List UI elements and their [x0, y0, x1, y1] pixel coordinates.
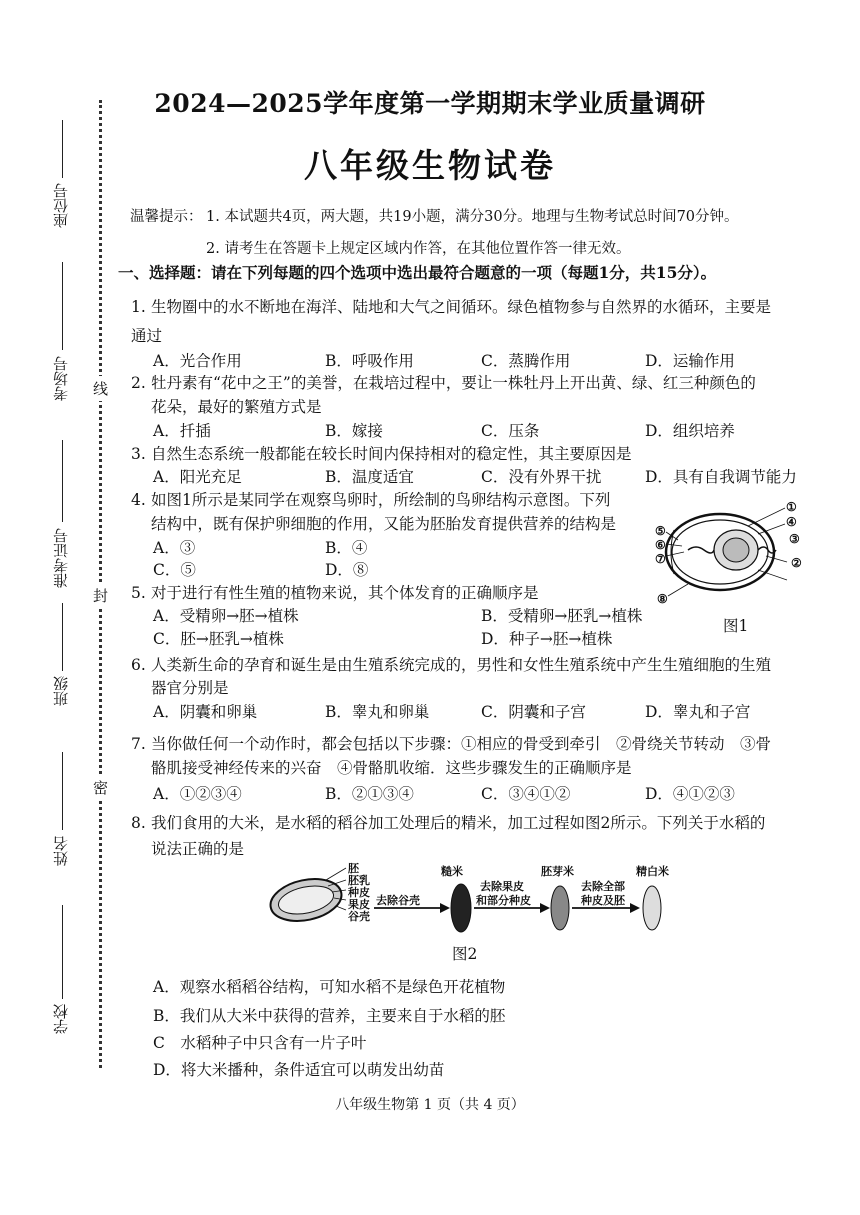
q7-option-b: B．②①③④ [325, 785, 414, 803]
fig1-label-8: ⑧ [657, 592, 668, 606]
field-seat-number: 座位号 [52, 183, 70, 228]
fig2-step-remove-husk: 去除谷壳 [376, 894, 420, 907]
q6-option-a: A．阴囊和卵巢 [153, 703, 258, 721]
field-room-number-line [62, 262, 63, 350]
tip-item-1: 1. 本试题共4页，两大题，共19小题，满分30分。地理与生物考试总时间70分钟。 [206, 209, 739, 225]
q7-option-d: D．④①②③ [645, 785, 735, 803]
q8-option-a: A．观察水稻稻谷结构，可知水稻不是绿色开花植物 [153, 978, 506, 996]
q8-line-1: 我们食用的大米，是水稻的稻谷加工处理后的精米，加工过程如图2所示。下列关于水稻的 [151, 814, 766, 832]
q1-option-a: A．光合作用 [153, 352, 242, 370]
fig2-part-seed-coat: 种皮 [348, 886, 370, 899]
q2-option-c: C．压条 [481, 422, 540, 440]
q8-option-c: C 水稻种子中只含有一片子叶 [153, 1034, 367, 1052]
q4-option-c: C．⑤ [153, 561, 196, 579]
q6-option-b: B．睾丸和卵巢 [325, 703, 430, 721]
fig2-stage-brown-rice: 糙米 [441, 865, 463, 878]
fig1-label-2: ② [791, 556, 802, 570]
fig2-step-remove-all: 去除全部 [581, 880, 625, 893]
field-school-line [62, 905, 63, 999]
q6-num: 6. [131, 656, 146, 674]
q3-option-d: D．具有自我调节能力 [645, 468, 797, 486]
q6-option-c: C．阴囊和子宫 [481, 703, 586, 721]
egg-yolk-inner [723, 538, 749, 562]
q2-line-1: 牡丹素有“花中之王”的美誉，在栽培过程中，要让一株牡丹上开出黄、绿、红三种颜色的 [151, 374, 756, 392]
field-room-number: 考场号 [52, 356, 70, 401]
figure1-caption: 图1 [723, 617, 749, 635]
tips-label: 温馨提示： [130, 209, 203, 225]
q8-line-2: 说法正确的是 [151, 840, 245, 858]
q4-line-2: 结构中，既有保护卵细胞的作用，又能为胚胎发育提供营养的结构是 [151, 515, 617, 533]
q3-line-1: 自然生态系统一般都能在较长时间内保持相对的稳定性，其主要原因是 [151, 445, 632, 463]
q5-option-c: C．胚→胚乳→植株 [153, 630, 284, 648]
figure1-egg-diagram [648, 500, 808, 610]
field-exam-id-line [62, 440, 63, 522]
field-exam-id: 准考证号 [52, 528, 70, 588]
brown-rice-grain [451, 884, 471, 932]
q2-num: 2. [131, 374, 146, 392]
fig1-label-5: ⑤ [655, 524, 666, 538]
q4-num: 4. [131, 491, 146, 509]
q7-option-c: C．③④①② [481, 785, 571, 803]
fig2-step-remove-pericarp: 去除果皮 [480, 880, 524, 893]
q5-option-a: A．受精卵→胚→植株 [153, 607, 299, 625]
q5-num: 5. [131, 584, 146, 602]
seal-char-xian: 线 [93, 376, 108, 401]
figure2-caption: 图2 [452, 945, 478, 963]
q7-num: 7. [131, 735, 146, 753]
field-class-line [62, 603, 63, 671]
seal-char-mi: 密 [93, 775, 108, 800]
q1-line-2: 通过 [131, 327, 163, 345]
field-class: 班级 [52, 676, 70, 706]
q3-num: 3. [131, 445, 146, 463]
fig1-label-1: ① [786, 500, 797, 514]
fig1-label-4: ④ [786, 515, 797, 529]
q1-line-1: 生物圈中的水不断地在海洋、陆地和大气之间循环。绿色植物参与自然界的水循环，主要是 [151, 298, 772, 316]
q2-option-d: D．组织培养 [645, 422, 735, 440]
fig2-part-pericarp: 果皮 [348, 898, 370, 911]
q5-line-1: 对于进行有性生殖的植物来说，其个体发育的正确顺序是 [151, 584, 539, 602]
fig2-stage-white-rice: 精白米 [636, 865, 669, 878]
fig2-part-embryo: 胚 [348, 862, 359, 875]
field-school: 学校 [52, 1004, 70, 1034]
tip-item-2: 2. 请考生在答题卡上规定区域内作答，在其他位置作答一律无效。 [206, 241, 631, 257]
fig2-part-endosperm: 胚乳 [348, 874, 370, 887]
field-name-line [62, 752, 63, 830]
q1-option-c: C．蒸腾作用 [481, 352, 571, 370]
q8-option-d: D．将大米播种，条件适宜可以萌发出幼苗 [153, 1061, 445, 1079]
q5-option-d: D．种子→胚→植株 [481, 630, 613, 648]
q3-option-a: A．阳光充足 [153, 468, 242, 486]
q8-option-b: B．我们从大米中获得的营养，主要来自于水稻的胚 [153, 1007, 506, 1025]
fig2-stage-germ-rice: 胚芽米 [541, 865, 574, 878]
q1-option-d: D．运输作用 [645, 352, 735, 370]
q7-option-a: A．①②③④ [153, 785, 242, 803]
fig2-step-partial-seed-coat: 和部分种皮 [476, 894, 531, 907]
germ-rice-grain [551, 886, 569, 930]
q3-option-b: B．温度适宜 [325, 468, 414, 486]
q4-line-1: 如图1所示是某同学在观察鸟卵时，所绘制的鸟卵结构示意图。下列 [151, 491, 611, 509]
q3-option-c: C．没有外界干扰 [481, 468, 602, 486]
exam-title: 2024—2025学年度第一学期期末学业质量调研 [154, 89, 706, 118]
white-rice-grain [643, 886, 661, 930]
q2-line-2: 花朵，最好的繁殖方式是 [151, 398, 322, 416]
fig1-label-6: ⑥ [655, 538, 666, 552]
fig1-label-3: ③ [789, 532, 800, 546]
q7-line-2: 骼肌接受神经传来的兴奋 ④骨骼肌收缩．这些步骤发生的正确顺序是 [151, 759, 632, 777]
q6-option-d: D．睾丸和子宫 [645, 703, 751, 721]
q2-option-a: A．扦插 [153, 422, 211, 440]
q7-line-1: 当你做任何一个动作时，都会包括以下步骤：①相应的骨受到牵引 ②骨绕关节转动 ③骨 [151, 735, 772, 753]
q1-option-b: B．呼吸作用 [325, 352, 414, 370]
q5-option-b: B．受精卵→胚乳→植株 [481, 607, 643, 625]
section-heading: 一、选择题：请在下列每题的四个选项中选出最符合题意的一项（每题1分，共15分）。 [118, 263, 717, 282]
fig2-part-husk: 谷壳 [348, 910, 370, 923]
field-name: 姓名 [52, 836, 70, 866]
seal-char-feng: 封 [93, 583, 108, 608]
q6-line-2: 器官分别是 [151, 679, 229, 697]
q8-num: 8. [131, 814, 146, 832]
page-footer: 八年级生物第 1 页（共 4 页） [335, 1097, 525, 1113]
q1-num: 1. [131, 298, 146, 316]
q2-option-b: B．嫁接 [325, 422, 383, 440]
exam-subtitle: 八年级生物试卷 [304, 146, 556, 185]
q6-line-1: 人类新生命的孕育和诞生是由生殖系统完成的，男性和女性生殖系统中产生生殖细胞的生殖 [151, 656, 772, 674]
q4-option-b: B．④ [325, 539, 368, 557]
q4-option-d: D．⑧ [325, 561, 369, 579]
fig1-label-7: ⑦ [655, 552, 666, 566]
fig2-step-seed-coat-embryo: 种皮及胚 [581, 894, 625, 907]
q4-option-a: A．③ [153, 539, 196, 557]
